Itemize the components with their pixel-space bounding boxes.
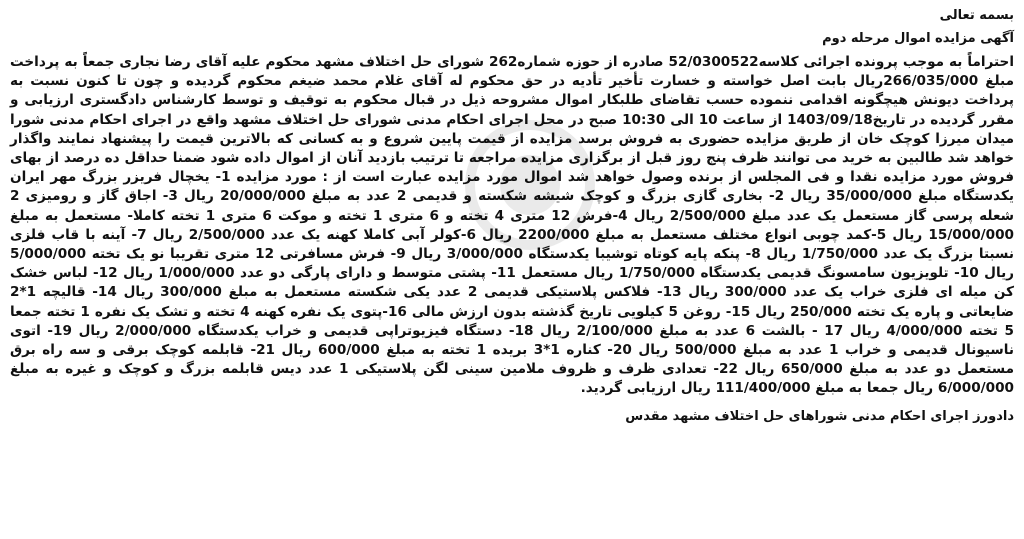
notice-title: آگهی مزایده اموال مرحله دوم xyxy=(822,31,1014,46)
notice-body-text: احتراماً به موجب پرونده اجرائی کلاسه52/0300522 صادره از حوزه شماره262 شورای حل اختلاف مشهد محکوم علیه آقای رضا نجاری جمعاً به پرداخت مبلغ 266/035/000ریال بابت اصل خواسته و خسارت تأخیر تأدیه در حق محکوم له آقای غلام محمد ضیغم محکوم گردیده و چون تا کنون نسبت به پرداخت دیونش هیچگونه اقدامی ننموده حسب تقاضای طلبکار اموال مشروحه ذیل در قبال محکوم به توقیف و توسط کارشناس دادگستری ارزیابی و مقرر گردیده در تاریخ1403/09/18 از ساعت 10 الی 10:30 صبح در محل اجرای احکام مدنی شورای حل اختلاف مشهد واقع در اجرای احکام مدنی شورا میدان میرزا کوچک خان از طریق مزایده حضوری به فروش برسد مزایده از قیمت پایین شروع و به کسانی که بالاترین قیمت را پیشنهاد نمایند واگذار خواهد شد طالبین به خرید می توانند ظرف پنج روز قبل از برگزاری مزایده مراجعه تا ترتیب بازدید آنان از اموال داده شود ضمنا حداقل ده درصد از بهای فروش مورد مزایده نقدا و فی المجلس از برنده وصول خواهد شد اموال مورد مزایده عبارت است از : مورد مزایده 1- یخچال فریزر بزرگ مهر ایران یکدستگاه مبلغ 35/000/000 ریال 2- بخاری گازی بزرگ و کوچک شیشه شکسته و قدیمی 2 عدد به مبلغ 20/000/000 ریال 3- اجاق گاز و رومیزی 2 شعله پرسی گاز مستعمل یک عدد مبلغ 2/500/000 ریال 4-فرش 12 متری 4 تخته و 6 متری 1 تخته و موکت 6 متری 1 تخته کاملا- مستعمل به مبلغ 15/000/000 ریال 5-کمد چوبی انواع مختلف مستعمل به مبلغ 2200/000 ریال 6-کولر آبی کاملا کهنه یک عدد 2/500/000 ریال 7- آینه با قاب فلزی نسبتا بزرگ یک عدد 1/750/000 ریال 8- پنکه پایه کوتاه توشیبا یکدستگاه 3/000/000 ریال 9- فرش مسافرتی 12 متری تقریبا نو یک تخته 5/000/000 ریال 10- تلویزیون سامسونگ قدیمی یکدستگاه 1/750/000 ریال مستعمل 11- پشتی متوسط و دارای پارگی دو عدد 1/000/000 ریال 12- لباس خشک کن میله ای فلزی خراب یک عدد 300/000 ریال 13- فلاکس پلاستیکی قدیمی 2 عدد یکی شکسته مستعمل به مبلغ 300/000 ریال 14- قالیچه 1*2 ضایعاتی و پاره یک تخته 250/000 ریال 15- روغن 5 کیلویی تاریخ گذشته بدون ارزش مالی 16-پتوی یک نفره کهنه 4 تخته و تشک یک نفره 1 تخته جمعا 5 تخته 4/000/000 ریال 17 - بالشت 6 عدد به مبلغ 2/100/000 ریال 18- دستگاه فیزیوتراپی قدیمی و خراب یکدستگاه 2/000/000 ریال 19- اتوی ناسیونال قدیمی و خراب 1 عدد به مبلغ 500/000 ریال 20- کناره 1*3 بریده 1 تخته به مبلغ 600/000 ریال 21- قابلمه کوچک برقی و سه راه برق مستعمل دو عدد به مبلغ 650/000 ریال 22- تعدادی ظرف و ظروف ملامین سینی لگن پلاستیکی 1 عدد دیس قابلمه بزرگ و کوچک و غیره به مبلغ 6/000/000 ریال جمعا به مبلغ 111/400/000 ریال ارزیابی گردید. xyxy=(10,54,1015,397)
basmala-heading: بسمه تعالی xyxy=(939,8,1014,23)
notice-signature: دادورز اجرای احکام مدنی شوراهای حل اختلاف مشهد مقدس xyxy=(625,408,1014,424)
